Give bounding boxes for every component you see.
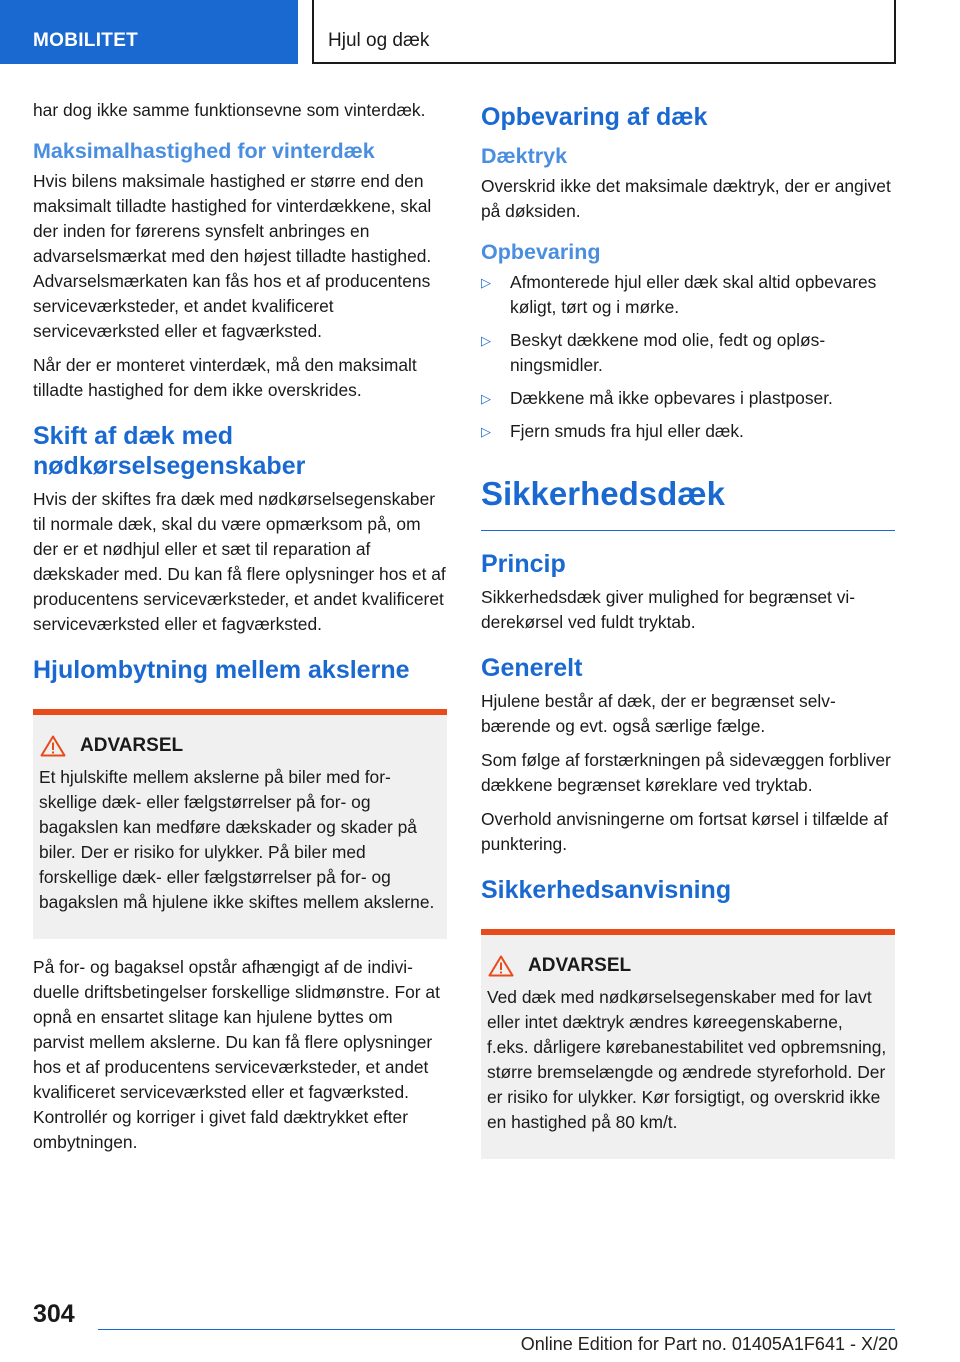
footer-divider [98, 1329, 895, 1330]
warning-box [481, 929, 895, 1159]
triangle-bullet-icon: ▷ [481, 333, 491, 348]
section-tab: MOBILITET [0, 0, 298, 64]
warning-text: Et hjulskifte mellem akslerne på biler med forskellige dæk- eller fælgstørrelser på for- og bagakslen kan medføre dækskader og skader på biler. Der er risiko for ulykker. På biler med forskellige dæk- eller fælgstørrelser på for- og bagakslen må hjulene ikke skiftes mellem akslerne. [39, 767, 435, 912]
heading-storage: Opbevaring [481, 240, 601, 264]
heading-wheel-rotation: Hjulombytning mellem akslerne [33, 656, 410, 684]
footer-edition: Online Edition for Part no. 01405A1F641 - X/20 [520, 1334, 898, 1354]
warning-header [487, 955, 889, 977]
list-item-text: Beskyt dækkene mod olie, fedt og opløsningsmidler. [510, 330, 826, 375]
warning-triangle-icon [488, 955, 514, 977]
paragraph: Sikkerhedsdæk giver mulighed for begrænset viderekørsel ved fuldt tryktab. [481, 587, 856, 632]
paragraph: har dog ikke samme funktionsevne som vinterdæk. [33, 100, 426, 120]
paragraph: Hvis bilens maksimale hastighed er større end den maksimalt tilladte hastighed for vinterdækkene, skal der inden for førerens synsfelt anbringes en advarselsmærkat med den højest tilladte hastighed. Advarselsmærkaten kan fås hos et af producentens serviceværksteder, et andet kvalificeret serviceværksted eller et fagværksted. [33, 171, 432, 341]
list-item [481, 386, 895, 411]
warning-text: Ved dæk med nødkørselsegenskaber med for lavt eller intet dæktryk ændres køreegenskaberne, f.eks. dårligere kørebanestabilitet ved opbremsning, større bremselængde og ændrede styreforhold. Der er risiko for ulykker. Kør forsigtigt, og overskrid ikke en hastighed på 80 km/t. [487, 987, 887, 1132]
warning-box [33, 709, 447, 939]
list-item-text: Fjern smuds fra hjul eller dæk. [510, 421, 744, 441]
paragraph: Hvis der skiftes fra dæk med nødkørselsegenskaber til normale dæk, skal du være opmærksom på, om der er et nødhjul eller et sæt til reparation af dækskader med. Du kan få flere oplysninger hos et af producentens serviceværksteder, et andet kvalificeret serviceværksted eller et fagværksted. [33, 489, 446, 634]
paragraph: Overhold anvisningerne om fortsat kørsel i tilfælde af punktering. [481, 809, 888, 854]
heading-general: Generelt [481, 654, 583, 682]
warning-header [39, 735, 441, 757]
triangle-bullet-icon: ▷ [481, 424, 491, 439]
warning-label: ADVARSEL [80, 735, 184, 756]
chapter-title: Hjul og dæk [312, 0, 896, 64]
list-item-text: Afmonterede hjul eller dæk skal altid opbevares køligt, tørt og i mørke. [510, 272, 877, 317]
paragraph: Overskrid ikke det maksimale dæktryk, der er angivet på døksiden. [481, 176, 891, 221]
list-item [481, 419, 895, 444]
paragraph: På for- og bagaksel opstår afhængigt af de individuelle driftsbetingelser forskellige slidmønstre. For at opnå en ensartet slitage kan hjulene byttes om parvist mellem akslerne. Du kan få flere oplysninger hos et af producentens serviceværksteder, et andet kvalificeret serviceværksted eller et fagværksted. Kontrollér og korriger i givet fald dæktrykket efter ombytningen. [33, 957, 440, 1152]
paragraph: Som følge af forstærkningen på sidevæggen forbliver dækkene begrænset køreklare ved tryktab. [481, 750, 891, 795]
warning-triangle-icon [40, 735, 66, 757]
heading-runflat-switch: Skift af dæk med nødkørselsegenskaber [33, 422, 306, 480]
triangle-bullet-icon: ▷ [481, 275, 491, 290]
heading-principle: Princip [481, 550, 566, 578]
storage-list [481, 270, 895, 444]
warning-label: ADVARSEL [528, 955, 632, 976]
list-item [481, 270, 895, 320]
heading-tire-pressure: Dæktryk [481, 144, 568, 168]
heading-tire-storage: Opbevaring af dæk [481, 103, 708, 131]
list-item-text: Dækkene må ikke opbevares i plastposer. [510, 388, 833, 408]
right-column [481, 98, 895, 1175]
page-number: 304 [33, 1300, 75, 1328]
heading-max-speed: Maksimalhastighed for vinterdæk [33, 139, 375, 163]
heading-safety-note: Sikkerhedsanvisning [481, 876, 732, 904]
left-column [33, 98, 447, 1164]
triangle-bullet-icon: ▷ [481, 391, 491, 406]
paragraph: Når der er monteret vinterdæk, må den maksimalt tilladte hastighed for dem ikke overskrides. [33, 355, 417, 400]
list-item [481, 328, 895, 378]
heading-runflat-tires: Sikkerhedsdæk [481, 474, 895, 531]
paragraph: Hjulene består af dæk, der er begrænset selvbærende og evt. også særlige fælge. [481, 691, 836, 736]
